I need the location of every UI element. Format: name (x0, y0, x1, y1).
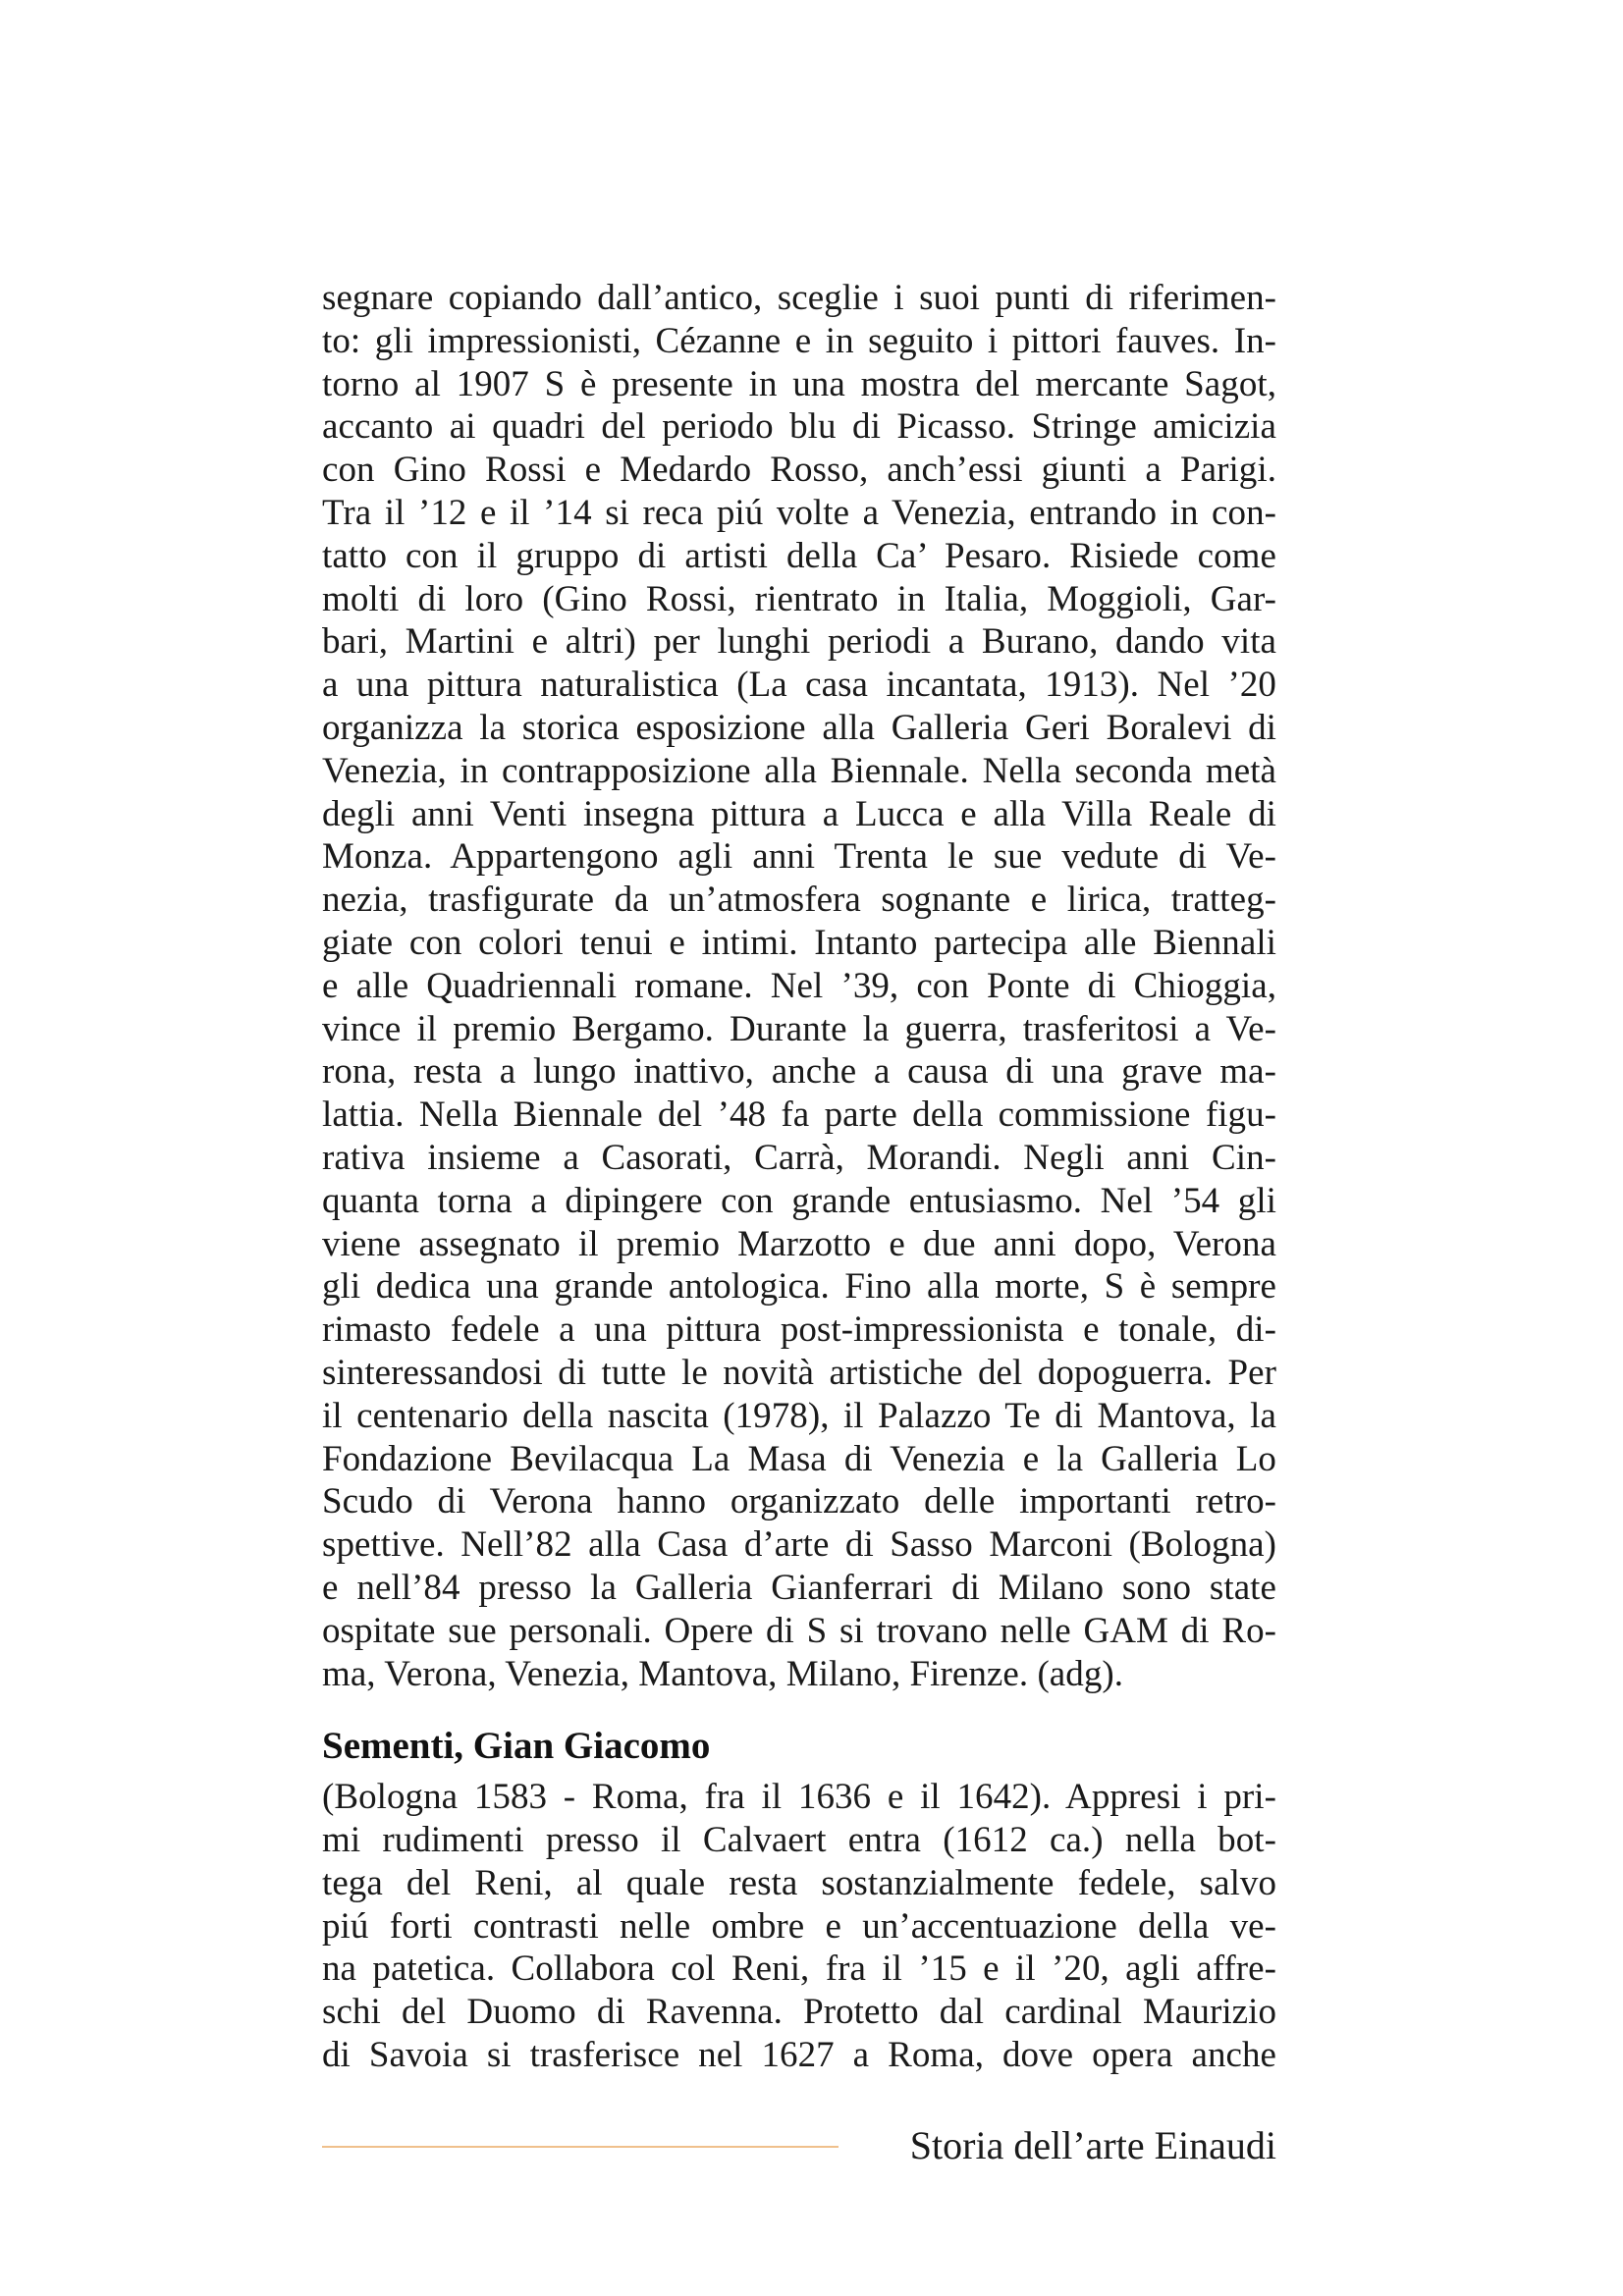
text-line: quanta torna a dipingere con grande entusiasmo. Nel ’54 gli (322, 1180, 1276, 1221)
text-line: piú forti contrasti nelle ombre e un’accentuazione della ve- (322, 1905, 1276, 1947)
text-line: a una pittura naturalistica (La casa incantata, 1913). Nel ’20 (322, 665, 1276, 706)
text-line: spettive. Nell’82 alla Casa d’arte di Sasso Marconi (Bologna) (322, 1524, 1276, 1566)
text-line: vince il premio Bergamo. Durante la guerra, trasferitosi a Ve- (322, 1008, 1276, 1049)
text-line: nezia, trasfigurate da un’atmosfera sognante e lirica, tratteg- (322, 880, 1276, 921)
text-line: schi del Duomo di Ravenna. Protetto dal cardinal Maurizio (322, 1992, 1276, 2033)
text-line: viene assegnato il premio Marzotto e due anni dopo, Verona (322, 1223, 1276, 1264)
text-line: Scudo di Verona hanno organizzato delle importanti retro- (322, 1481, 1276, 1522)
text-line: rativa insieme a Casorati, Carrà, Morandi. Negli anni Cin- (322, 1137, 1276, 1178)
text-line: giate con colori tenui e intimi. Intanto partecipa alle Biennali (322, 922, 1276, 963)
text-line: ospitate sue personali. Opere di S si trovano nelle GAM di Ro- (322, 1610, 1276, 1651)
page-footer (322, 2122, 1276, 2169)
text-line: na patetica. Collabora col Reni, fra il ’15 e il ’20, agli affre- (322, 1949, 1276, 1990)
text-line: bari, Martini e altri) per lunghi periodi a Burano, dando vita (322, 621, 1276, 663)
text-line: il centenario della nascita (1978), il Palazzo Te di Mantova, la (322, 1395, 1276, 1436)
text-line: molti di loro (Gino Rossi, rientrato in Italia, Moggioli, Gar- (322, 578, 1276, 619)
text-line: segnare copiando dall’antico, sceglie i suoi punti di riferimen- (322, 278, 1276, 318)
text-line: torno al 1907 S è presente in una mostra del mercante Sagot, (322, 363, 1276, 404)
footer-title: Storia dell’arte Einaudi (909, 2123, 1276, 2167)
text-column (322, 277, 1276, 2077)
text-line: accanto ai quadri del periodo blu di Picasso. Stringe amicizia (322, 406, 1276, 448)
text-line: organizza la storica esposizione alla Galleria Geri Boralevi di (322, 707, 1276, 748)
text-line: con Gino Rossi e Medardo Rosso, anch’essi giunti a Parigi. (322, 450, 1276, 491)
text-line: lattia. Nella Biennale del ’48 fa parte della commissione figu- (322, 1095, 1276, 1136)
text-line: to: gli impressionisti, Cézanne e in seguito i pittori fauves. In- (322, 320, 1276, 361)
text-line: e nell’84 presso la Galleria Gianferrari di Milano sono state (322, 1567, 1276, 1608)
text-line: ma, Verona, Venezia, Mantova, Milano, Firenze. (adg). (322, 1653, 1124, 1694)
text-line: Fondazione Bevilacqua La Masa di Venezia e la Galleria Lo (322, 1438, 1276, 1479)
text-line: di Savoia si trasferisce nel 1627 a Roma, dove opera anche (322, 2035, 1276, 2076)
text-line: mi rudimenti presso il Calvaert entra (1612 ca.) nella bot- (322, 1820, 1276, 1861)
continued-entry-body (322, 277, 1276, 1695)
text-line: sinteressandosi di tutte le novità artistiche del dopoguerra. Per (322, 1352, 1276, 1393)
text-line: Monza. Appartengono agli anni Trenta le sue vedute di Ve- (322, 836, 1276, 878)
text-line: tega del Reni, al quale resta sostanzialmente fedele, salvo (322, 1862, 1276, 1903)
text-line: gli dedica una grande antologica. Fino alla morte, S è sempre (322, 1266, 1276, 1308)
text-line: e alle Quadriennali romane. Nel ’39, con Ponte di Chioggia, (322, 965, 1276, 1006)
new-entry-body (322, 1776, 1276, 2077)
entry-heading: Sementi, Gian Giacomo (322, 1725, 711, 1768)
text-line: rimasto fedele a una pittura post-impressionista e tonale, di- (322, 1309, 1276, 1351)
text-line: rona, resta a lungo inattivo, anche a causa di una grave ma- (322, 1051, 1276, 1093)
text-line: tatto con il gruppo di artisti della Ca’ Pesaro. Risiede come (322, 535, 1276, 576)
footer-rule (322, 2146, 839, 2148)
text-line: (Bologna 1583 - Roma, fra il 1636 e il 1642). Appresi i pri- (322, 1777, 1276, 1818)
text-line: degli anni Venti insegna pittura a Lucca e alla Villa Reale di (322, 793, 1276, 834)
text-line: Tra il ’12 e il ’14 si reca piú volte a Venezia, entrando in con- (322, 492, 1276, 533)
text-line: Venezia, in contrapposizione alla Biennale. Nella seconda metà (322, 750, 1276, 791)
